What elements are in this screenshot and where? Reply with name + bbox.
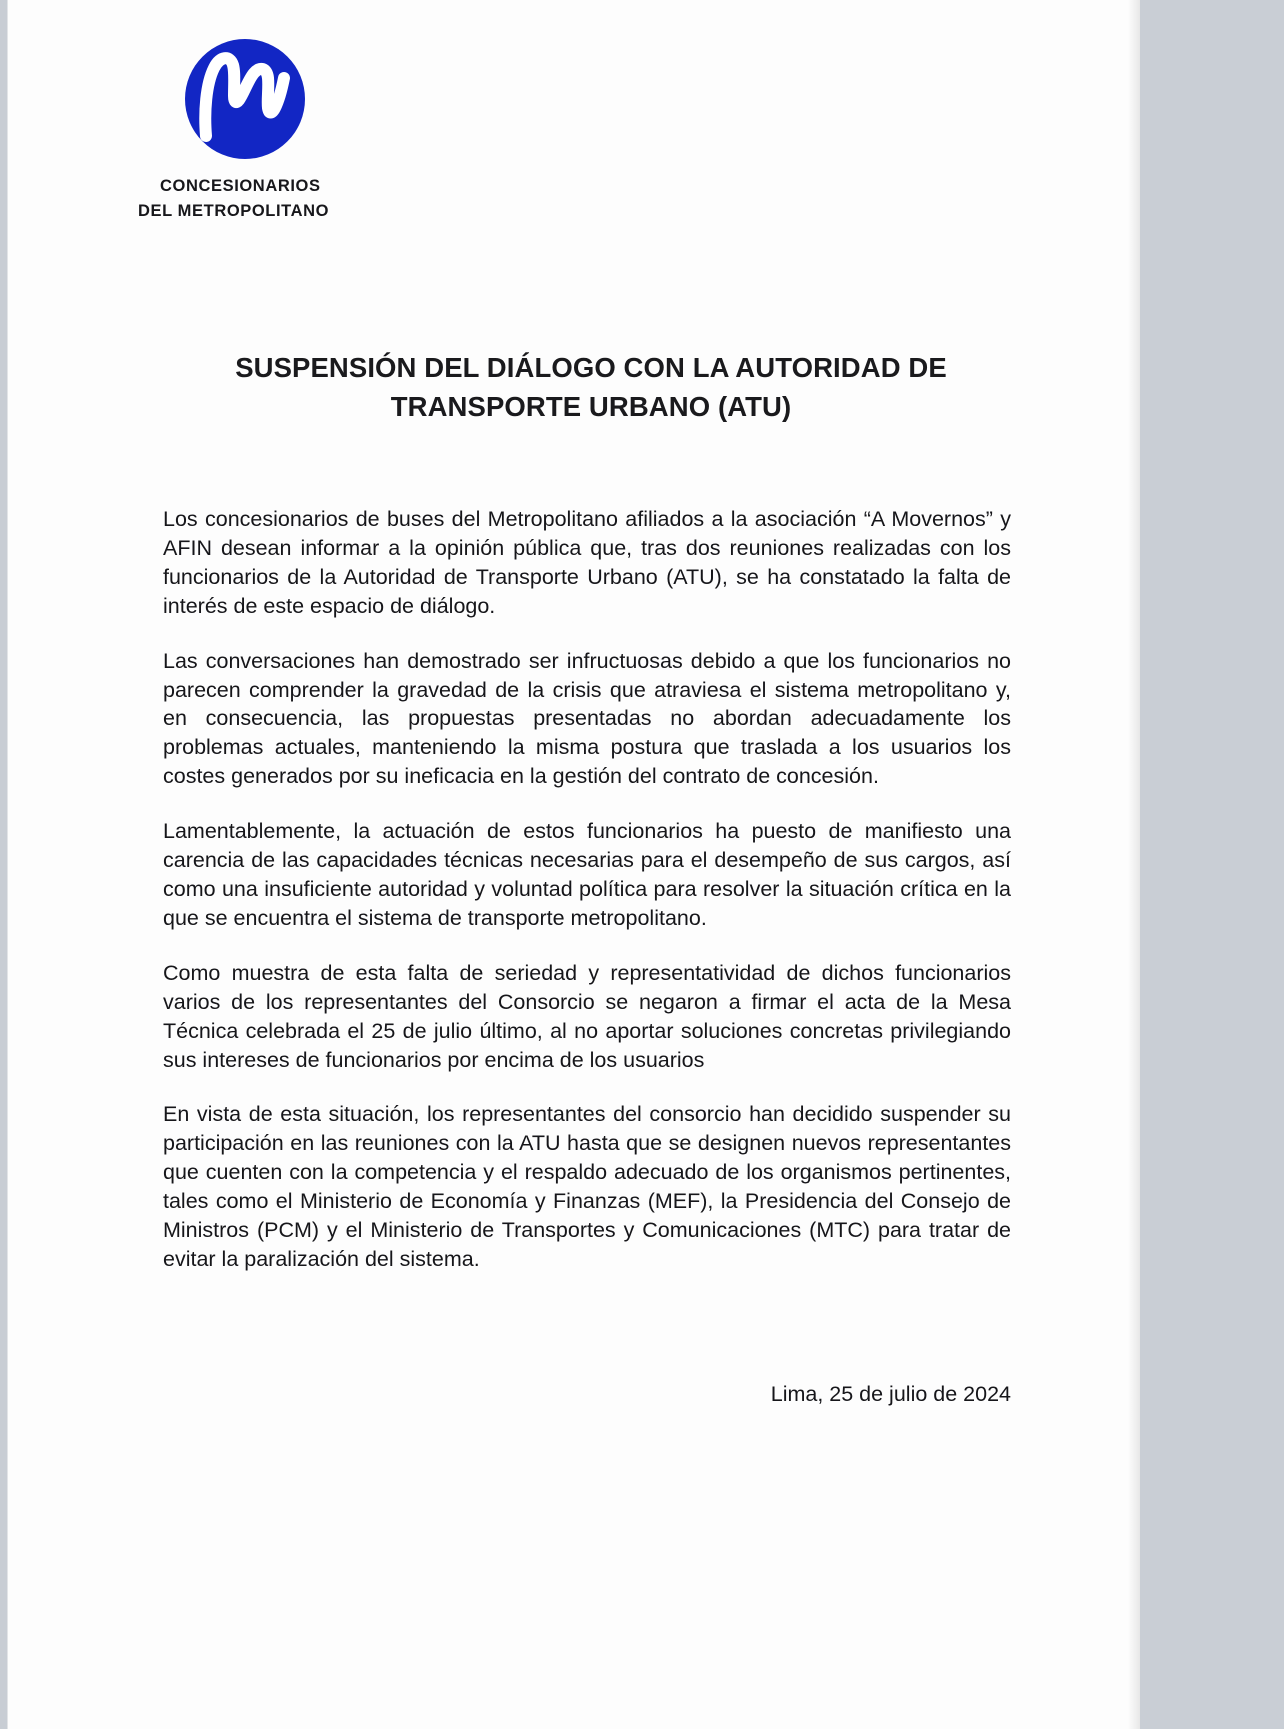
organization-name-line-1: CONCESIONARIOS	[160, 177, 321, 195]
document-body	[163, 505, 1011, 1274]
viewport-right-gutter	[1140, 0, 1284, 1729]
body-paragraph-2: Las conversaciones han demostrado ser infructuosas debido a que los funcionarios no parecen comprender la gravedad de la crisis que atraviesa el sistema metropolitano y, en consecuencia, las propuestas presentadas no abordan adecuadamente los problemas actuales, manteniendo la misma postura que traslada a los usuarios los costes generados por su ineficacia en la gestión del contrato de concesión.	[163, 648, 1011, 789]
document-title-line-2: TRANSPORTE URBANO (ATU)	[390, 391, 792, 423]
body-paragraph-5: En vista de esta situación, los representantes del consorcio han decidido suspender su participación en las reuniones con la ATU hasta que se designen nuevos representantes que cuenten con la competencia y el respaldo adecuado de los organismos pertinentes, tales como el Ministerio de Economía y Finanzas (MEF), la Presidencia del Consejo de Ministros (PCM) y el Ministerio de Transportes y Comunicaciones (MTC) para tratar de evitar la paralización del sistema.	[163, 1102, 1011, 1271]
body-paragraph-3: Lamentablemente, la actuación de estos funcionarios ha puesto de manifiesto una carencia de las capacidades técnicas necesarias para el desempeño de sus cargos, así como una insuficiente autoridad y voluntad política para resolver la situación crítica en la que se encuentra el sistema de transporte metropolitano.	[163, 819, 1011, 930]
metropolitano-m-logo-icon	[184, 38, 306, 160]
document-title	[166, 348, 1016, 426]
letterhead	[138, 38, 478, 224]
body-paragraph-1: Los concesionarios de buses del Metropolitano afiliados a la asociación “A Movernos” y AFIN desean informar a la opinión pública que, tras dos reuniones realizadas con los funcionarios de la Autoridad de Transporte Urbano (ATU), se ha constatado la falta de interés de este espacio de diálogo.	[163, 507, 1011, 618]
organization-name-line-2: DEL METROPOLITANO	[138, 202, 330, 221]
organization-name	[138, 174, 478, 224]
place-and-date: Lima, 25 de julio de 2024	[770, 1382, 1011, 1406]
body-paragraph-4: Como muestra de esta falta de seriedad y representatividad de dichos funcionarios varios de los representantes del Consorcio se negaron a firmar el acta de la Mesa Técnica celebrada el 25 de julio último, al no aportar soluciones concretas privilegiando sus intereses de funcionarios por encima de los usuarios	[163, 960, 1011, 1072]
document-page	[8, 0, 1140, 1729]
document-title-line-1: SUSPENSIÓN DEL DIÁLOGO CON LA AUTORIDAD DE	[235, 352, 947, 384]
